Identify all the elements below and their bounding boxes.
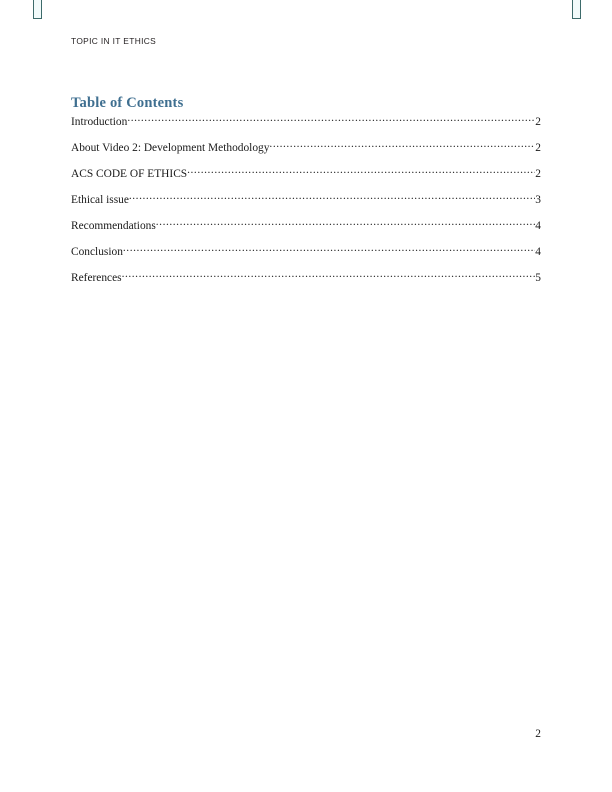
toc-dot-leader (127, 114, 535, 125)
footer-page-number: 2 (535, 728, 541, 740)
toc-dot-leader (129, 192, 535, 203)
toc-entry-about-video-2[interactable] (71, 140, 541, 166)
toc-entry-ethical-issue[interactable] (71, 192, 541, 218)
toc-dot-leader (123, 244, 535, 255)
toc-entry-label: Ethical issue (71, 194, 129, 206)
toc-entry-page-number: 4 (535, 220, 541, 232)
running-header: TOPIC IN IT ETHICS (71, 36, 157, 46)
toc-entry-conclusion[interactable] (71, 244, 541, 270)
toc-entry-introduction[interactable] (71, 114, 541, 140)
toc-entry-label: References (71, 272, 122, 284)
toc-entry-label: Conclusion (71, 246, 123, 258)
toc-dot-leader (156, 218, 536, 229)
table-of-contents-title: Table of Contents (71, 95, 184, 111)
toc-entry-page-number: 5 (535, 272, 541, 284)
toc-entry-page-number: 4 (535, 246, 541, 258)
toc-entry-acs-code-of-ethics[interactable] (71, 166, 541, 192)
toc-entry-label: Recommendations (71, 220, 156, 232)
corner-bracket-right-icon (572, 0, 581, 19)
toc-dot-leader (187, 166, 535, 177)
table-of-contents-list (71, 114, 541, 296)
toc-entry-label: ACS CODE OF ETHICS (71, 168, 188, 180)
toc-entry-label: Introduction (71, 116, 128, 128)
toc-entry-page-number: 2 (535, 168, 541, 180)
toc-dot-leader (269, 140, 535, 151)
toc-entry-page-number: 2 (535, 142, 541, 154)
toc-entry-label: About Video 2: Development Methodology (71, 142, 270, 154)
toc-entry-page-number: 2 (535, 116, 541, 128)
toc-entry-references[interactable] (71, 270, 541, 296)
toc-entry-page-number: 3 (535, 194, 541, 206)
toc-entry-recommendations[interactable] (71, 218, 541, 244)
corner-bracket-left-icon (33, 0, 42, 19)
toc-dot-leader (122, 270, 536, 281)
